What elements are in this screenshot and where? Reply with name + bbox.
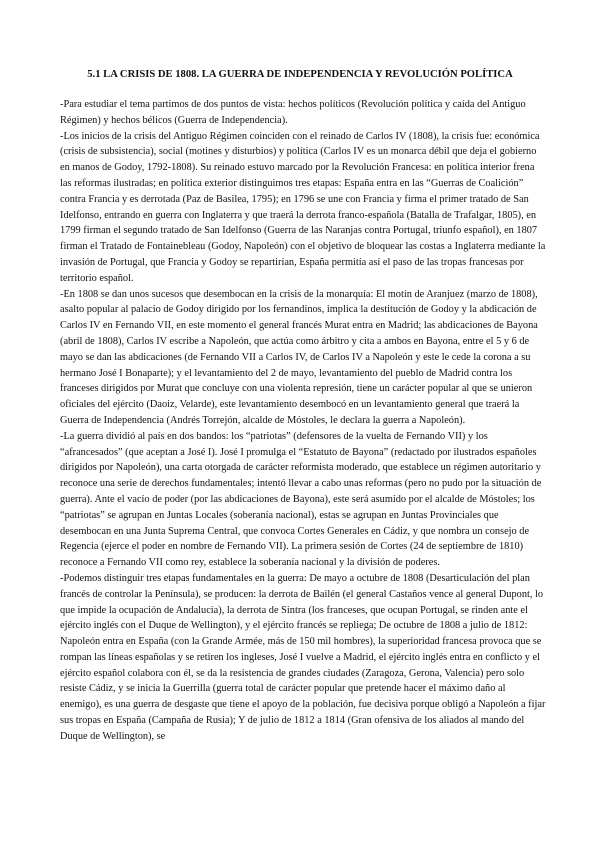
paragraph-war-stages: -Podemos distinguir tres etapas fundamentales en la guerra: De mayo a octubre de 1808 (Desarticulación del plan francés de controlar la Península), se producen: la derrota de Bailén (el general Castaños vence al general Dupont, lo que impide la ocupación de Andalucía), la derrota de Sintra (los franceses, que ocupan Portugal, se rinden ante el ejército inglés con el Duque de Wellington), y el ejército francés se repliega; De octubre de 1808 a julio de 1812: Napoleón entra en España (con la Grande Armée, más de 150 mil hombres), la superioridad francesa provoca que se rompan las líneas españolas y se retiren los ingleses, José I vuelve a Madrid, el ejército inglés entra en conflicto y el ejército español colabora con él, se da la resistencia de grandes ciudades (Zaragoza, Gerona, Valencia) pero solo resiste Cádiz, y se inicia la Guerrilla (guerra total de carácter popular que pretende hacer el máximo daño al enemigo), es una guerra de desgaste que tiene el apoyo de la población, fue decisiva porque obligó a Napoleón a fijar sus tropas en España (Campaña de Rusia); Y de julio de 1812 a 1814 (Gran ofensiva de los aliados al mando del Duque de Wellington), se xyxy=(60,572,546,742)
paragraph-war-factions: -La guerra dividió al país en dos bandos: los “patriotas” (defensores de la vuelta de Fernando VII) y los “afrancesados” (que aceptan a José I). José I promulga el “Estatuto de Bayona” (redactado por ilustrados españoles dirigidos por Napoleón), una carta otorgada de carácter reformista moderado, que establece un régimen autoritario y reconoce una serie de derechos fundamentales; intentó llevar a cabo unas reformas (pero no pudo por la situación de guerra). Ante el vacío de poder (por las abdicaciones de Bayona), este será asumido por el alcalde de Móstoles; los “patriotas” se agrupan en Juntas Locales (soberanía nacional), estas se agrupan en Juntas Provinciales que desembocan en una Junta Suprema Central, que convoca Cortes Generales en Cádiz, y que nombra un consejo de Regencia (ejerce el poder en nombre de Fernando VII). La primera sesión de Cortes (24 de septiembre de 1810) reconoce a Fernando VII como rey, establece la soberanía nacional y la división de poderes. xyxy=(60,430,542,569)
paragraph-1808-events: -En 1808 se dan unos sucesos que desembocan en la crisis de la monarquía: El motín de Aranjuez (marzo de 1808), asalto popular al palacio de Godoy dirigido por los fernandinos, implica la destitución de Godoy y la abdicación de Carlos IV en Fernando VII, en este momento el general francés Murat entra en Madrid; las abdicaciones de Bayona (abril de 1808), Carlos IV escribe a Napoleón, que actúa como árbitro y cita a ambos en Bayona, entre el 5 y 6 de mayo se dan las abdicaciones (de Fernando VII a Carlos IV, de Carlos IV a Napoleón y este le cede la corona a su hermano José I Bonaparte); y el levantamiento del 2 de mayo, levantamiento del pueblo de Madrid contra los franceses dirigidos por Murat que concluye con una violenta represión, tiene un carácter popular al que se unieron oficiales del ejército (Daoiz, Velarde), este levantamiento desembocó en un levantamiento general que traerá la Guerra de Independencia (Andrés Torrejón, alcalde de Móstoles, le declara la guerra a Napoleón). xyxy=(60,288,538,426)
document-body xyxy=(60,97,548,745)
paragraph-carlos-iv: -Los inicios de la crisis del Antiguo Régimen coinciden con el reinado de Carlos IV (1808), la crisis fue: económica (crisis de subsistencia), social (motines y disturbios) y política (Carlos IV es un monarca débil que deja el gobierno en manos de Godoy, 1792-1808). Su reinado estuvo marcado por la Revolución Francesa: en política interior frena las reformas ilustradas; en política exterior distinguimos tres etapas: España entra en las “Guerras de Coalición” contra Francia y es derrotada (Paz de Basilea, 1795); en 1796 se une con Francia y firma el primer tratado de San Idelfonso, entrando en guerra con Inglaterra y que traerá la derrota franco-española (Batalla de Trafalgar, 1805), en 1799 firman el segundo tratado de San Idelfonso (Guerra de las Naranjas contra Portugal, triunfo español), en 1807 firman el Tratado de Fontainebleau (Godoy, Napoleón) con el objetivo de bloquear las costas a Inglaterra mediante la invasión de Portugal, que Francia y Godoy se repartirían, España permitía así el paso de las tropas francesas por territorio español. xyxy=(60,130,546,284)
document-title: 5.1 LA CRISIS DE 1808. LA GUERRA DE INDEPENDENCIA Y REVOLUCIÓN POLÍTICA xyxy=(87,69,513,80)
paragraph-intro: -Para estudiar el tema partimos de dos puntos de vista: hechos políticos (Revolución política y caída del Antiguo Régimen) y hechos bélicos (Guerra de Independencia). xyxy=(60,99,526,126)
